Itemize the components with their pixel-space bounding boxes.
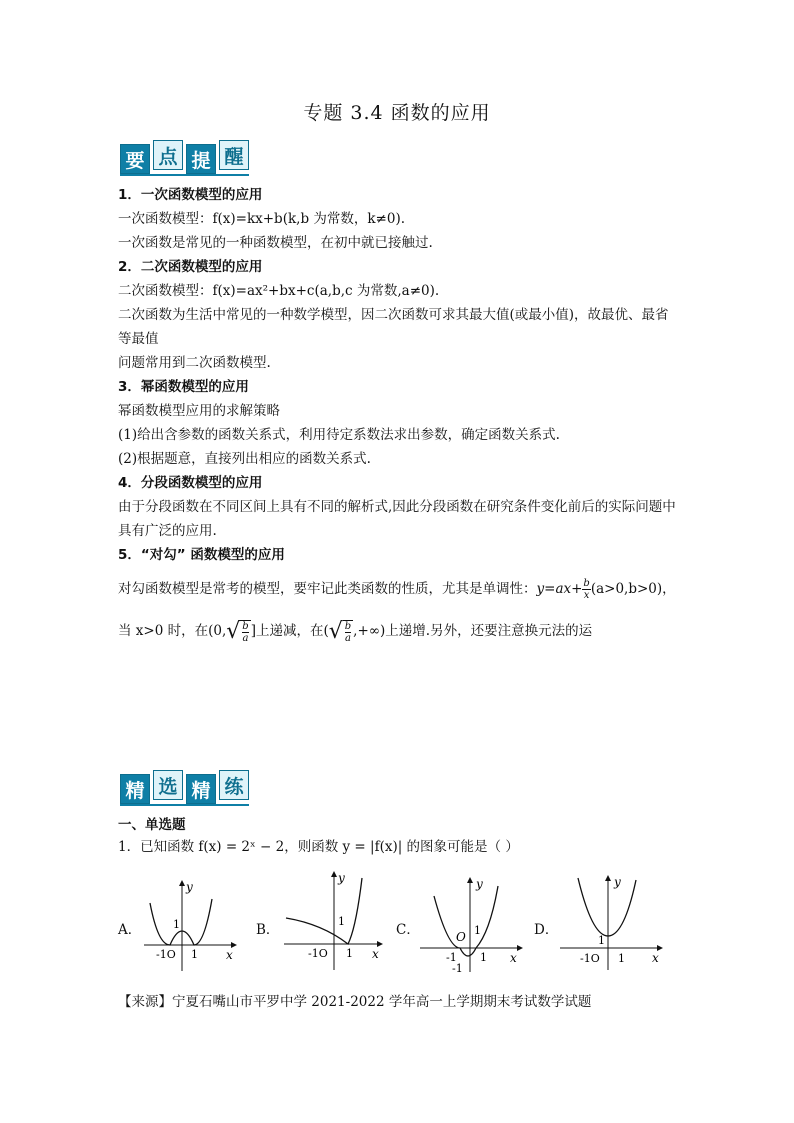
banner-tile: 精 — [120, 774, 150, 804]
curve — [578, 878, 636, 936]
banner-tile: 提 — [186, 144, 216, 174]
fraction — [582, 578, 590, 601]
sqrt-sign-icon: √ — [226, 618, 241, 644]
option-a-label[interactable]: A． — [118, 922, 142, 938]
label-one: 1 — [480, 951, 487, 964]
sqrt-numerator: b — [242, 620, 249, 632]
exercise-area — [118, 814, 678, 858]
label-y: y — [338, 871, 345, 885]
option-b-label[interactable]: B． — [256, 922, 280, 938]
option-d-label[interactable]: D． — [534, 922, 559, 938]
sqrt-denominator: a — [344, 632, 351, 644]
label-x: x — [510, 951, 517, 965]
label-y: y — [186, 880, 193, 894]
label-y: y — [476, 877, 483, 891]
text-span: (a>0,b>0)， — [590, 581, 676, 597]
text-paragraph: 由于分段函数在不同区间上具有不同的解析式,因此分段函数在研究条件变化前后的实际问题中具有广泛的应用. — [118, 499, 676, 539]
banner-tile: 醒 — [219, 140, 249, 170]
sqrt-sign-icon: √ — [328, 618, 343, 644]
fraction-numerator: b — [583, 578, 590, 589]
section-heading: 1．一次函数模型的应用 — [118, 187, 263, 203]
question-source: 【来源】宁夏石嘴山市平罗中学 2021-2022 学年高一上学期期末考试数学试题 — [118, 994, 592, 1010]
graph-b[interactable] — [282, 868, 387, 973]
key-points-content — [118, 183, 678, 653]
sqrt-fraction — [343, 620, 353, 644]
label-x: x — [652, 951, 659, 965]
text-line: 一次函数是常见的一种函数模型，在初中就已接触过. — [118, 235, 433, 251]
banner-tile: 精 — [186, 774, 216, 804]
graph-a[interactable] — [140, 875, 245, 975]
sqrt-expression — [226, 620, 250, 644]
fraction-denominator: x — [583, 590, 590, 601]
label-one-top: 1 — [173, 918, 180, 931]
graph-c[interactable] — [418, 872, 528, 977]
label-one: 1 — [191, 948, 198, 961]
text-line: (2)根据题意，直接列出相应的函数关系式. — [118, 451, 371, 467]
text-span: 对勾函数模型是常考的模型，要牢记此类函数的性质，尤其是单调性： — [118, 581, 537, 597]
banner-tile: 练 — [219, 770, 249, 800]
curve — [286, 878, 362, 944]
formula-text: y=ax+ — [536, 581, 583, 597]
label-x: x — [372, 947, 379, 961]
text-span: ]上递减，在( — [250, 623, 329, 639]
label-one-top: 1 — [338, 915, 345, 928]
text-line: 一次函数模型：f(x)=kx+b(k,b 为常数，k≠0). — [118, 211, 406, 227]
text-line-sqrt — [118, 619, 678, 653]
label-y: y — [614, 875, 621, 889]
banner-tile: 要 — [120, 144, 150, 174]
exercise-section-heading: 一、单选题 — [118, 817, 186, 833]
page-title: 专题 3.4 函数的应用 — [303, 102, 491, 124]
banner-selected-exercises — [120, 770, 249, 804]
banner-underline — [120, 174, 249, 176]
label-origin: O — [456, 930, 466, 944]
label-x: x — [226, 948, 233, 962]
label-neg-bottom: -1 — [452, 962, 463, 975]
sqrt-denominator: a — [242, 632, 249, 644]
text-line-formula — [118, 577, 678, 607]
text-paragraph: 二次函数为生活中常见的一种数学模型，因二次函数可求其最大值(或最小值)，故最优、最省等最值 — [118, 307, 669, 347]
text-line: 二次函数模型：f(x)=ax²+bx+c(a,b,c 为常数,a≠0). — [118, 283, 440, 299]
text-line: (1)给出含参数的函数关系式，利用待定系数法求出参数，确定函数关系式. — [118, 427, 560, 443]
sqrt-numerator: b — [344, 620, 352, 632]
text-span: ,+∞)上递增.另外，还要注意换元法的运 — [353, 623, 593, 639]
sqrt-fraction — [240, 620, 250, 644]
graph-d[interactable] — [558, 872, 668, 972]
text-span: 当 x>0 时，在(0, — [118, 623, 227, 639]
section-heading: 3．幂函数模型的应用 — [118, 379, 249, 395]
label-neg-origin: -1O — [156, 948, 176, 961]
sqrt-expression — [329, 620, 353, 644]
banner-key-points — [120, 140, 249, 174]
question-text: 1．已知函数 f(x) = 2ˣ − 2，则函数 y = |f(x)| 的图象可能是（ ） — [118, 839, 519, 855]
label-neg-origin: -1O — [580, 952, 600, 965]
label-neg-origin: -1O — [308, 947, 328, 960]
banner-tile: 选 — [153, 770, 183, 800]
curve — [434, 886, 498, 956]
section-heading: 4．分段函数模型的应用 — [118, 475, 263, 491]
section-heading: 2．二次函数模型的应用 — [118, 259, 263, 275]
option-c-label[interactable]: C． — [396, 922, 420, 938]
label-one: 1 — [618, 952, 625, 965]
text-line: 问题常用到二次函数模型. — [118, 355, 271, 371]
text-line: 幂函数模型应用的求解策略 — [118, 403, 280, 419]
label-one-top: 1 — [598, 934, 605, 947]
label-neg: -1 — [446, 951, 457, 964]
banner-underline — [120, 804, 249, 806]
banner-tile: 点 — [153, 140, 183, 170]
label-one: 1 — [346, 947, 353, 960]
label-one-top: 1 — [474, 924, 481, 937]
curve — [150, 899, 212, 945]
section-heading: 5．“对勾” 函数模型的应用 — [118, 547, 285, 563]
